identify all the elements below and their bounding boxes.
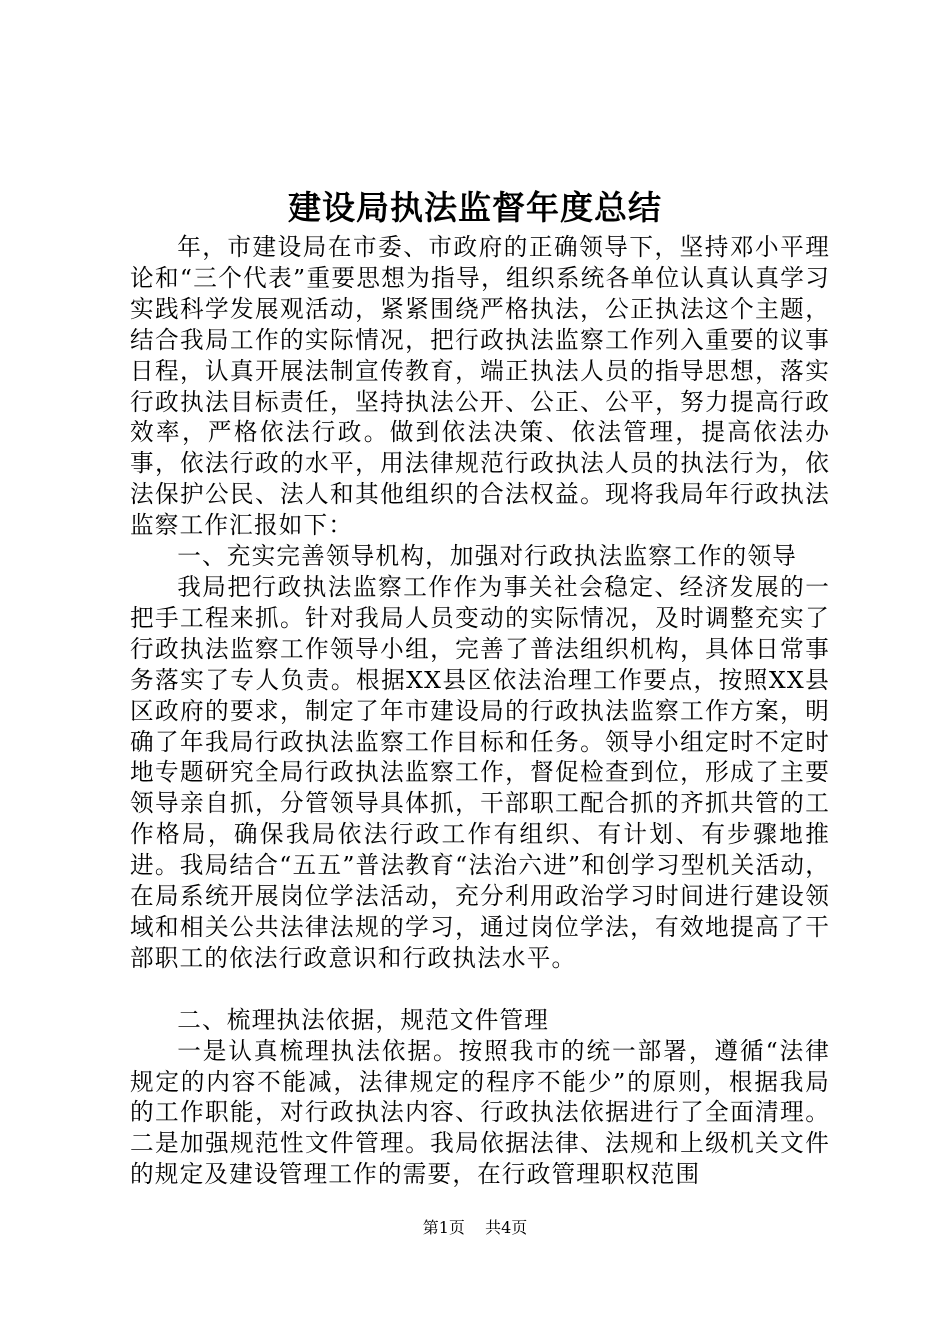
section-1-paragraph: 我局把行政执法监察工作作为事关社会稳定、经济发展的一把手工程来抓。针对我局人员变动的实际情况，及时调整充实了行政执法监察工作领导小组，完善了普法组织机构，具体日常事务落实了专人负责。根据XX县区依法治理工作要点，按照XX县区政府的要求，制定了年市建设局的行政执法监察工作方案，明确了年我局行政执法监察工作目标和任务。领导小组定时不定时地专题研究全局行政执法监察工作，督促检查到位，形成了主要领导亲自抓，分管领导具体抓，干部职工配合抓的齐抓共管的工作格局，确保我局依法行政工作有组织、有计划、有步骤地推进。我局结合“五五”普法教育“法治六进”和创学习型机关活动，在局系统开展岗位学法活动，充分利用政治学习时间进行建设领域和相关公共法律法规的学习，通过岗位学法，有效地提高了干部职工的依法行政意识和行政执法水平。 — [130, 572, 830, 972]
document-title: 建设局执法监督年度总结 — [288, 188, 662, 227]
section-heading-1: 一、充实完善领导机构，加强对行政执法监察工作的领导 — [177, 542, 798, 571]
page-footer — [0, 1218, 950, 1238]
section-heading-2: 二、梳理执法依据，规范文件管理 — [177, 1005, 550, 1034]
document-body — [130, 232, 830, 1190]
section-2-paragraph: 一是认真梳理执法依据。按照我市的统一部署，遵循“法律规定的内容不能减，法律规定的程序不能少”的原则，根据我局的工作职能，对行政执法内容、行政执法依据进行了全面清理。二是加强规范性文件管理。我局依据法律、法规和上级机关文件的规定及建设管理工作的需要，在行政管理职权范围 — [130, 1036, 830, 1189]
page-number: 第1页 — [422, 1218, 465, 1237]
page-total: 共4页 — [485, 1218, 528, 1237]
intro-paragraph: 年，市建设局在市委、市政府的正确领导下，坚持邓小平理论和“三个代表”重要思想为指导，组织系统各单位认真认真学习实践科学发展观活动，紧紧围绕严格执法，公正执法这个主题，结合我局工作的实际情况，把行政执法监察工作列入重要的议事日程，认真开展法制宣传教育，端正执法人员的指导思想，落实行政执法目标责任，坚持执法公开、公正、公平，努力提高行政效率，严格依法行政。做到依法决策、依法管理，提高依法办事，依法行政的水平，用法律规范行政执法人员的执法行为，依法保护公民、法人和其他组织的合法权益。现将我局年行政执法监察工作汇报如下： — [130, 233, 830, 540]
